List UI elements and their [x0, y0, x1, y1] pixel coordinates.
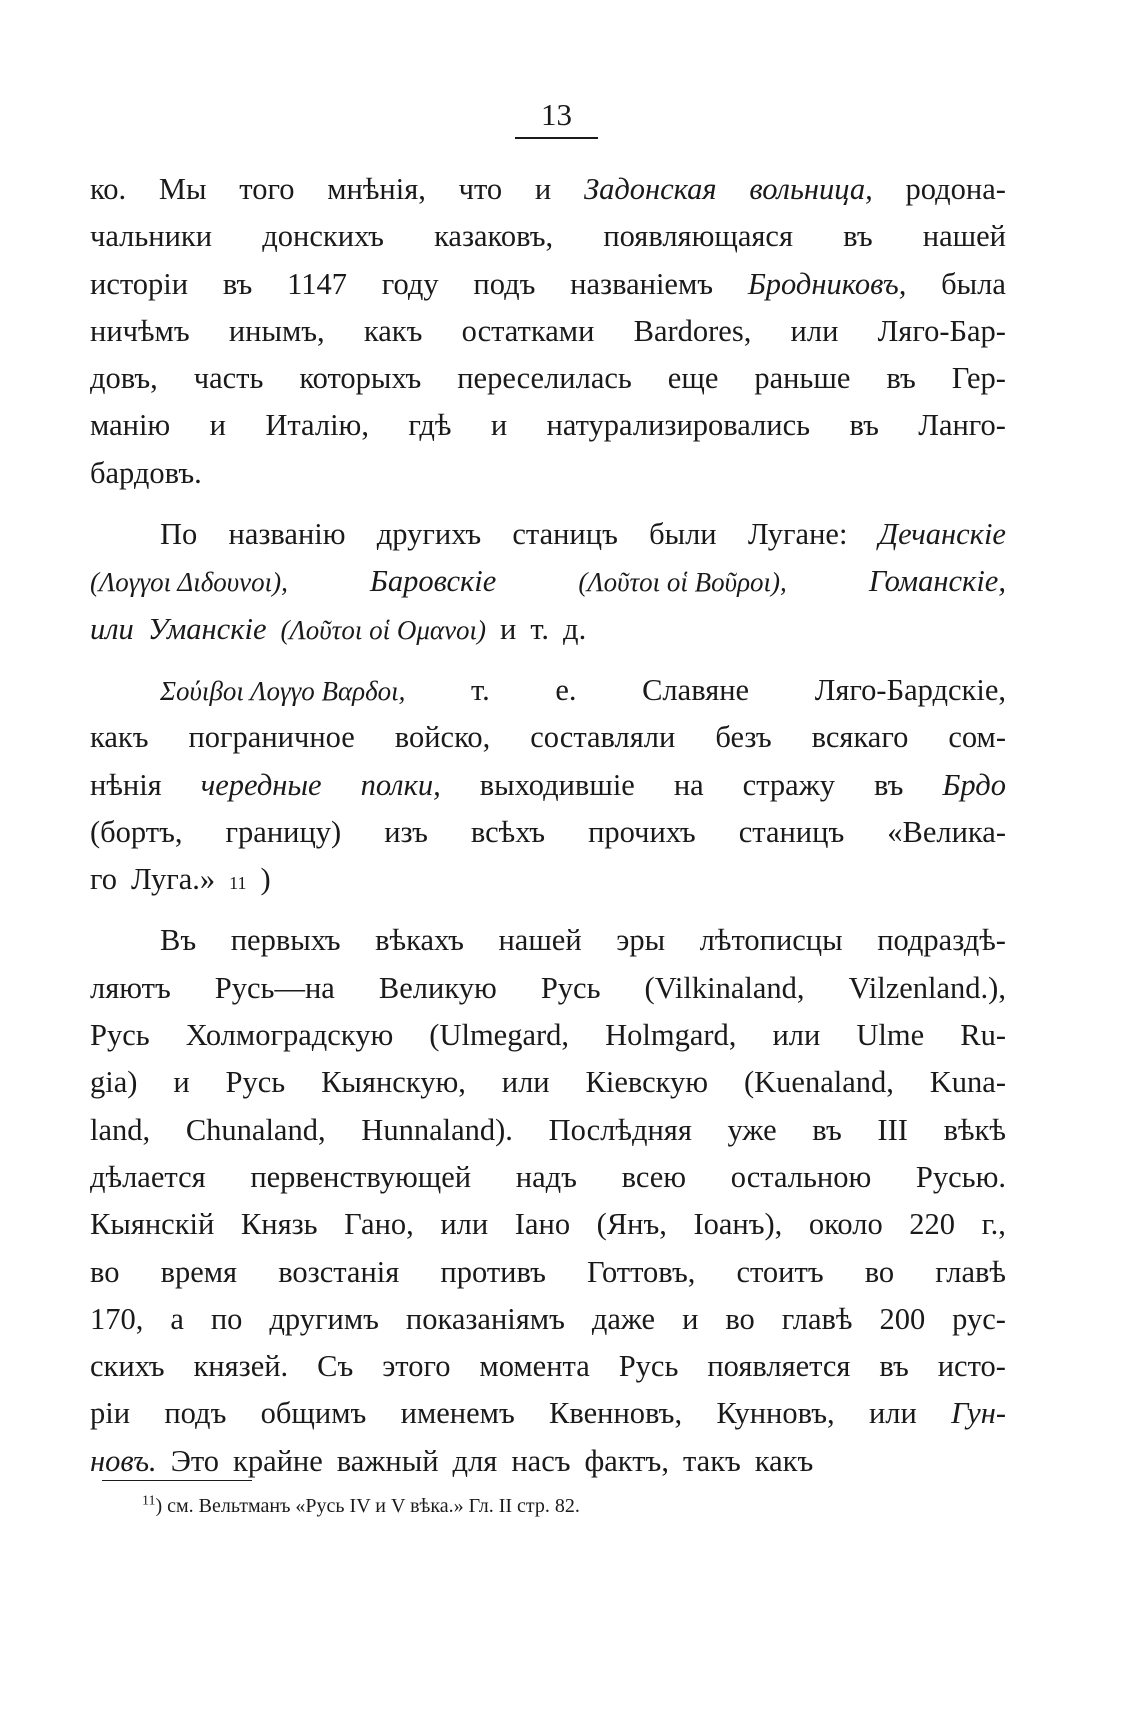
word: или — [90, 611, 134, 646]
word: важный — [336, 1443, 439, 1478]
text-line: го Луга.» 11 ) — [90, 856, 1006, 903]
word: время — [160, 1254, 238, 1289]
word: первенствующей — [250, 1159, 472, 1194]
word: для — [452, 1443, 498, 1478]
word: которыхъ — [299, 361, 422, 396]
word: около — [808, 1207, 883, 1242]
word: Уманскіе — [147, 611, 267, 646]
word: и — [173, 1065, 190, 1100]
text-line — [90, 1201, 1006, 1248]
word: была — [941, 266, 1006, 301]
word: Русь — [618, 1349, 679, 1384]
word: стражу — [742, 767, 836, 802]
word: вѣкѣ — [943, 1112, 1006, 1147]
word: крайне — [233, 1443, 323, 1478]
word: (Λοῦτοι οἱ Ομανοι) — [280, 614, 487, 645]
word: году — [381, 266, 439, 301]
text-line — [90, 1154, 1006, 1201]
word: Ulme — [856, 1018, 925, 1053]
word: въ — [874, 767, 904, 802]
word: уже — [727, 1112, 777, 1147]
word: Ru- — [960, 1018, 1006, 1053]
word: ничѣмъ — [90, 313, 190, 348]
word: Ляго-Бардскіе, — [814, 672, 1006, 707]
word: на — [673, 767, 704, 802]
word: Великую — [378, 970, 497, 1005]
word: исто- — [937, 1349, 1006, 1384]
word: названіемъ — [570, 266, 714, 301]
word: Квенновъ, — [549, 1396, 683, 1431]
word: «Велика- — [887, 814, 1006, 849]
word: д. — [563, 611, 587, 646]
word: остальною — [730, 1159, 872, 1194]
word: казаковъ, — [434, 219, 554, 254]
word: фактъ, — [584, 1443, 669, 1478]
word: надъ — [515, 1159, 577, 1194]
word: Кыянскую, — [321, 1065, 466, 1100]
text-line — [90, 917, 1006, 964]
word: донскихъ — [262, 219, 384, 254]
word: Въ — [160, 923, 197, 958]
word: Ланго- — [918, 408, 1006, 443]
word: станицъ — [738, 814, 845, 849]
word: выходившіе — [479, 767, 635, 802]
word: Готтовъ, — [587, 1254, 696, 1289]
word: Князь — [240, 1207, 318, 1242]
word: е. — [555, 672, 577, 707]
word: Σούιβοι Λογγο Βαρδοι, — [160, 675, 406, 706]
footnote — [142, 1491, 580, 1521]
word: исторіи — [90, 266, 189, 301]
word: Задонская — [583, 172, 717, 206]
word: (Ulmegard, — [429, 1018, 570, 1053]
word: что — [458, 172, 503, 206]
word: gia) — [90, 1065, 138, 1100]
word: или — [501, 1065, 550, 1100]
word: вольница, — [749, 172, 873, 206]
word: безъ — [715, 720, 772, 755]
word: т. — [471, 672, 490, 707]
word: или — [790, 313, 839, 348]
word: Италію, — [265, 408, 369, 443]
word: Гер- — [951, 361, 1006, 396]
word: Hunnaland). — [361, 1112, 513, 1147]
text-line — [90, 1438, 1006, 1485]
word: Это — [170, 1443, 219, 1478]
word: го — [90, 862, 118, 897]
word: Послѣдняя — [548, 1112, 692, 1147]
word: (Λογγοι Διδουνοι), — [90, 567, 288, 598]
paragraph — [90, 511, 1006, 653]
word: другихъ — [376, 517, 482, 552]
word: Іано — [514, 1207, 571, 1242]
word: Кыянскій — [90, 1207, 215, 1242]
body-text — [90, 166, 1006, 1485]
word: т. — [530, 611, 550, 646]
word: пограничное — [188, 720, 355, 755]
text-line — [90, 213, 1006, 260]
word: еще — [667, 361, 719, 396]
word: Гоманскіе, — [868, 564, 1006, 599]
word: всѣхъ — [470, 814, 546, 849]
word: подраздѣ- — [877, 923, 1006, 958]
text-line — [90, 1296, 1006, 1343]
paragraph — [90, 166, 1006, 497]
text-line — [90, 355, 1006, 402]
word: Русь—на — [214, 970, 335, 1005]
text-line — [90, 667, 1006, 714]
word: Луга.» — [131, 862, 216, 897]
word: противъ — [440, 1254, 546, 1289]
word: г., — [981, 1207, 1006, 1242]
word: родона- — [905, 172, 1006, 206]
word: главѣ — [935, 1254, 1006, 1289]
word: лѣтописцы — [699, 923, 843, 958]
word: ріи — [90, 1396, 131, 1431]
word: Дечанскіе — [878, 517, 1006, 552]
word: во — [864, 1254, 895, 1289]
word: дѣлается — [90, 1159, 206, 1194]
text-line — [90, 1343, 1006, 1390]
word: даже — [591, 1301, 656, 1336]
text-line — [90, 1390, 1006, 1437]
word: въ — [222, 266, 253, 301]
word: полки, — [360, 767, 441, 802]
word: и — [490, 408, 508, 443]
word: Гано, — [344, 1207, 414, 1242]
word: По — [160, 517, 198, 552]
word: 170, — [90, 1301, 144, 1336]
word: 220 — [909, 1207, 956, 1242]
word: по — [210, 1301, 243, 1336]
word: а — [170, 1301, 184, 1336]
word: Съ — [317, 1349, 354, 1384]
word: того — [239, 172, 295, 206]
text-line — [90, 762, 1006, 809]
word: чальники — [90, 219, 213, 254]
text-line — [90, 1249, 1006, 1296]
word: границу) — [225, 814, 342, 849]
word: и — [209, 408, 226, 443]
word: возстанія — [278, 1254, 400, 1289]
word: Русь — [90, 1018, 150, 1053]
paragraph — [90, 667, 1006, 903]
word: подъ — [164, 1396, 227, 1431]
word: во — [90, 1254, 120, 1289]
word: и — [500, 611, 517, 646]
word: момента — [479, 1349, 590, 1384]
word: сом- — [948, 720, 1006, 755]
text-line — [90, 511, 1006, 558]
word: Kuna- — [929, 1065, 1006, 1100]
word: остатками — [461, 313, 595, 348]
word: Брдо — [942, 767, 1006, 802]
word: или — [440, 1207, 489, 1242]
word: Bardores, — [633, 313, 752, 348]
word: Ляго-Бар- — [877, 313, 1006, 348]
text-line — [90, 261, 1006, 308]
word: Chunaland, — [185, 1112, 326, 1147]
word: общимъ — [260, 1396, 367, 1431]
footnote-text: ) см. Вельтманъ «Русь IV и V вѣка.» Гл. II стр. 82. — [155, 1495, 580, 1517]
word: Лугане: — [747, 517, 848, 552]
word: скихъ — [90, 1349, 165, 1384]
word: показаніямъ — [405, 1301, 565, 1336]
word: Vilzenland.), — [848, 970, 1006, 1005]
word: другимъ — [269, 1301, 379, 1336]
text-line — [90, 450, 1006, 497]
word: (бортъ, — [90, 814, 183, 849]
page-number: 13 — [515, 95, 598, 139]
word: Русью. — [915, 1159, 1006, 1194]
word: какъ — [90, 720, 149, 755]
word: переселилась — [457, 361, 632, 396]
word: какъ — [754, 1443, 814, 1478]
word: новъ. — [90, 1443, 157, 1478]
text-line — [90, 965, 1006, 1012]
word: Кіевскую — [585, 1065, 709, 1100]
word: первыхъ — [230, 923, 341, 958]
word: князей. — [193, 1349, 289, 1384]
word: Кунновъ, — [716, 1396, 835, 1431]
word: стоитъ — [736, 1254, 824, 1289]
word: войско, — [394, 720, 491, 755]
word: (Янъ, — [596, 1207, 667, 1242]
word: всякаго — [811, 720, 909, 755]
word: гдѣ — [408, 408, 452, 443]
text-line — [90, 606, 1006, 653]
word: Русь — [540, 970, 601, 1005]
text-line — [90, 166, 1006, 213]
word: 200 — [879, 1301, 926, 1336]
word: во — [725, 1301, 755, 1336]
word: въ — [879, 1349, 909, 1384]
word: или — [868, 1396, 917, 1431]
word: изъ — [384, 814, 428, 849]
word: и — [682, 1301, 699, 1336]
word: появляющаяся — [603, 219, 793, 254]
word: въ — [886, 361, 916, 396]
word: бардовъ. — [90, 455, 202, 490]
word: именемъ — [400, 1396, 515, 1431]
word: мнѣнія, — [327, 172, 426, 206]
word: Іоанъ), — [693, 1207, 783, 1242]
text-line — [90, 1059, 1006, 1106]
word: (Λοῦτοι οἱ Βοῦροι), — [578, 567, 787, 598]
word: (Vilkinaland, — [644, 970, 805, 1005]
word: названію — [228, 517, 346, 552]
word: подъ — [473, 266, 536, 301]
footnote-separator — [102, 1480, 252, 1481]
word: въ — [849, 408, 879, 443]
word: довъ, — [90, 361, 158, 396]
footnote-marker: 11 — [142, 1493, 156, 1509]
word: ко. — [90, 172, 127, 206]
word: натурализировались — [546, 408, 811, 443]
word: (Kuenaland, — [743, 1065, 894, 1100]
word: появляется — [707, 1349, 851, 1384]
word: нѣнія — [90, 767, 162, 802]
word: манію — [90, 408, 171, 443]
text-line — [90, 1012, 1006, 1059]
word: въ — [812, 1112, 842, 1147]
text-line — [90, 714, 1006, 761]
word: инымъ, — [228, 313, 325, 348]
word: Славяне — [642, 672, 750, 707]
word: рус- — [952, 1301, 1006, 1336]
word: были — [649, 517, 717, 552]
word: нашей — [498, 923, 582, 958]
word: этого — [382, 1349, 451, 1384]
word: главѣ — [781, 1301, 853, 1336]
text-line — [90, 402, 1006, 449]
word: land, — [90, 1112, 151, 1147]
word: эры — [616, 923, 666, 958]
word: или — [772, 1018, 821, 1053]
word: Holmgard, — [605, 1018, 737, 1053]
text-line — [90, 308, 1006, 355]
word: вѣкахъ — [375, 923, 464, 958]
word: 1147 — [287, 266, 347, 301]
word: Баровскіе — [369, 564, 497, 599]
word: нашей — [922, 219, 1006, 254]
paragraph — [90, 917, 1006, 1485]
word: Гун- — [951, 1396, 1006, 1431]
word: чередные — [200, 767, 322, 802]
word: въ — [843, 219, 873, 254]
word: такъ — [682, 1443, 741, 1478]
word: III — [877, 1112, 908, 1147]
text-line — [90, 558, 1006, 605]
word: Бродниковъ, — [747, 266, 907, 301]
word: Русь — [225, 1065, 286, 1100]
word: прочихъ — [588, 814, 696, 849]
word: всею — [621, 1159, 687, 1194]
word: какъ — [363, 313, 423, 348]
word: Мы — [158, 172, 207, 206]
word: насъ — [511, 1443, 571, 1478]
word: ) — [260, 862, 271, 897]
word: станицъ — [512, 517, 618, 552]
word: Холмоградскую — [185, 1018, 394, 1053]
word: и — [534, 172, 552, 206]
word: ляютъ — [90, 970, 171, 1005]
word: часть — [193, 361, 264, 396]
word: составляли — [530, 720, 676, 755]
text-line — [90, 1107, 1006, 1154]
text-line — [90, 809, 1006, 856]
word: раньше — [754, 361, 851, 396]
